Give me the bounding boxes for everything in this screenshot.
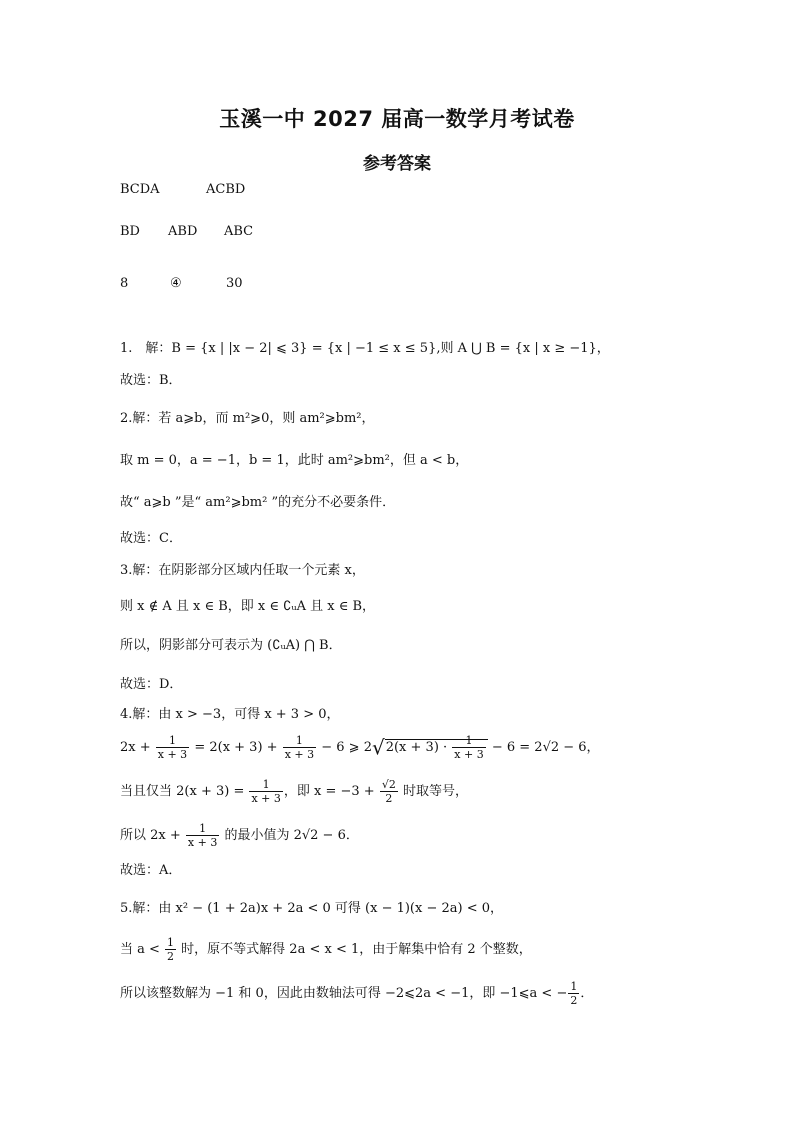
math-span: 当且仅当 2(x + 3) =: [120, 784, 249, 799]
fraction: [186, 822, 219, 849]
answer-cell: ABD: [168, 224, 198, 239]
frac-num: 1: [186, 822, 219, 836]
frac-num: 1: [156, 734, 189, 748]
frac-den: x + 3: [454, 748, 484, 761]
solution-4-answer: 故选：A．: [120, 863, 182, 878]
math-span: ，即 x = −3 +: [283, 784, 379, 799]
solution-2-line-3: 故“ a⩾b ”是“ am²⩾bm² ”的充分不必要条件．: [120, 495, 396, 510]
answer-row-2: [120, 223, 253, 241]
solution-1-answer: 故选：B．: [120, 373, 182, 388]
solution-3-line-1: 3.解：在阴影部分区域内任取一个元素 x，: [120, 563, 365, 578]
solution-2-answer: 故选：C．: [120, 531, 182, 546]
frac-num: 1: [570, 980, 578, 993]
frac-den: x + 3: [157, 748, 188, 761]
answer-row-3: [120, 275, 243, 293]
frac-den: 2: [167, 950, 175, 963]
answer-cell: BCDA: [120, 182, 160, 197]
fraction: [249, 778, 282, 805]
math-span: 所以该整数解为 −1 和 0，因此由数轴法可得 −2⩽2a < −1，即 −1⩽a < −: [120, 986, 568, 1001]
math-span: 2x +: [120, 740, 155, 755]
math-span: 时，原不等式解得 2a < x < 1，由于解集中恰有 2 个整数，: [177, 942, 532, 957]
text-span: 1. 解：: [120, 341, 172, 356]
math-span: − 6 = 2√2 − 6，: [487, 740, 600, 755]
page-title: 玉溪一中 2027 届高一数学月考试卷: [219, 107, 575, 131]
math-span: B = {x | |x − 2| ⩽ 3} = {x | −1 ≤ x ≤ 5},则 A ⋃ B = {x | x ≥ −1}，: [171, 341, 610, 356]
answer-row-1: [120, 181, 245, 199]
frac-num: 1: [283, 734, 316, 748]
frac-den: x + 3: [284, 748, 315, 761]
frac-den: x + 3: [251, 792, 281, 805]
solution-4-line-2: [120, 734, 600, 761]
frac-num: 1: [167, 936, 175, 949]
frac-num: √2: [381, 778, 396, 791]
answer-cell: ④: [170, 276, 182, 291]
frac-den: x + 3: [187, 836, 218, 849]
solution-5-line-3: [120, 980, 593, 1007]
math-span: 时取等号，: [398, 784, 468, 799]
frac-den: 2: [570, 994, 578, 1007]
fraction: [156, 734, 189, 761]
math-span: − 6 ⩾ 2: [317, 740, 372, 755]
frac-den: 2: [385, 792, 393, 805]
solution-3-answer: 故选：D．: [120, 677, 183, 692]
fraction: [283, 734, 316, 761]
answer-cell: 30: [226, 276, 243, 291]
solution-4-line-1: 4.解：由 x > −3，可得 x + 3 > 0，: [120, 707, 340, 722]
solution-3-line-2: 则 x ∉ A 且 x ∈ B，即 x ∈ ∁ᵤA 且 x ∈ B，: [120, 599, 376, 614]
page-subtitle: 参考答案: [363, 154, 431, 174]
solution-4-line-3: [120, 778, 468, 805]
math-span: 所以 2x +: [120, 828, 185, 843]
fraction: [568, 980, 579, 1007]
frac-num: 1: [249, 778, 282, 792]
sqrt-body: [385, 734, 488, 761]
fraction: [380, 778, 398, 805]
solution-3-line-3: 所以，阴影部分可表示为 (∁ᵤA) ⋂ B．: [120, 638, 342, 653]
fraction: [452, 734, 485, 761]
math-span: 的最小值为 2√2 − 6．: [220, 828, 359, 843]
math-span: ．: [580, 986, 594, 1001]
solution-2-line-2: 取 m = 0，a = −1，b = 1，此时 am²⩾bm²，但 a < b，: [120, 453, 469, 468]
answer-cell: 8: [120, 276, 129, 291]
answer-cell: ACBD: [206, 182, 246, 197]
sqrt-sign: √: [371, 735, 385, 760]
math-span: 2(x + 3) ·: [385, 740, 452, 755]
math-span: = 2(x + 3) +: [190, 740, 282, 755]
solution-4-line-4: [120, 822, 359, 849]
fraction: [165, 936, 176, 963]
frac-num: 1: [452, 734, 485, 748]
solution-5-line-1: 5.解：由 x² − (1 + 2a)x + 2a < 0 可得 (x − 1)(x − 2a) < 0，: [120, 901, 504, 916]
solution-2-line-1: 2.解：若 a⩾b，而 m²⩾0，则 am²⩾bm²，: [120, 411, 375, 426]
solution-1-line: [120, 340, 610, 358]
answer-cell: BD: [120, 224, 140, 239]
math-span: 当 a <: [120, 942, 165, 957]
solution-5-line-2: [120, 936, 532, 963]
answer-cell: ABC: [224, 224, 254, 239]
